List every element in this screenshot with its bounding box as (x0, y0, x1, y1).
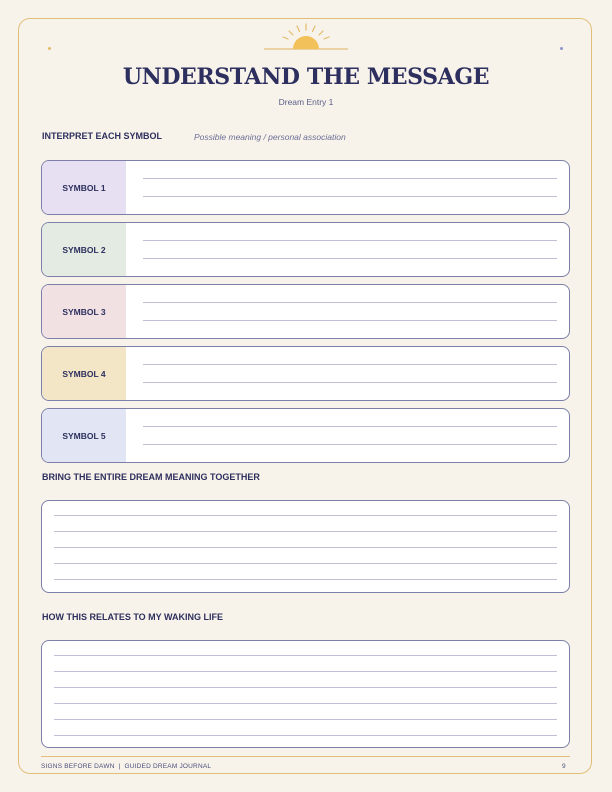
writing-line (54, 563, 557, 564)
writing-line (54, 515, 557, 516)
symbols-section-hint: Possible meaning / personal association (194, 132, 346, 142)
symbols-section-heading: INTERPRET EACH SYMBOL (42, 131, 163, 141)
footer-separator: | (118, 763, 121, 770)
footer-credit (41, 763, 211, 770)
symbol-row-3[interactable] (41, 284, 570, 339)
page-title: UNDERSTAND THE MESSAGE (122, 64, 490, 90)
writing-line (54, 547, 557, 548)
writing-line (54, 735, 557, 736)
writing-line (143, 444, 557, 445)
together-writing-area[interactable] (41, 500, 570, 593)
footer-brand: SIGNS BEFORE DAWN (41, 763, 115, 770)
writing-line (143, 364, 557, 365)
symbol-label: SYMBOL 2 (42, 223, 126, 276)
writing-line (54, 703, 557, 704)
symbol-label: SYMBOL 4 (42, 347, 126, 400)
writing-line (143, 240, 557, 241)
writing-line (54, 719, 557, 720)
together-section-heading: BRING THE ENTIRE DREAM MEANING TOGETHER (42, 472, 260, 482)
rising-sun-icon (262, 22, 350, 52)
writing-line (54, 687, 557, 688)
waking-section-heading: HOW THIS RELATES TO MY WAKING LIFE (42, 612, 224, 622)
decorative-dot (560, 47, 563, 50)
symbol-row-2[interactable] (41, 222, 570, 277)
writing-line (54, 655, 557, 656)
footer-product: GUIDED DREAM JOURNAL (124, 763, 212, 770)
decorative-dot (48, 47, 51, 50)
writing-line (143, 426, 557, 427)
writing-line (143, 302, 557, 303)
symbol-label: SYMBOL 5 (42, 409, 126, 462)
writing-line (54, 671, 557, 672)
dream-entry-label: Dream Entry 1 (278, 97, 334, 107)
symbol-label: SYMBOL 3 (42, 285, 126, 338)
page-number: 9 (562, 763, 566, 770)
writing-line (143, 320, 557, 321)
footer-rule (41, 756, 570, 757)
symbol-row-1[interactable] (41, 160, 570, 215)
symbol-row-5[interactable] (41, 408, 570, 463)
writing-line (143, 178, 557, 179)
writing-line (54, 579, 557, 580)
symbol-row-4[interactable] (41, 346, 570, 401)
writing-line (143, 196, 557, 197)
writing-line (143, 258, 557, 259)
writing-line (54, 531, 557, 532)
writing-line (143, 382, 557, 383)
symbol-label: SYMBOL 1 (42, 161, 126, 214)
waking-writing-area[interactable] (41, 640, 570, 748)
